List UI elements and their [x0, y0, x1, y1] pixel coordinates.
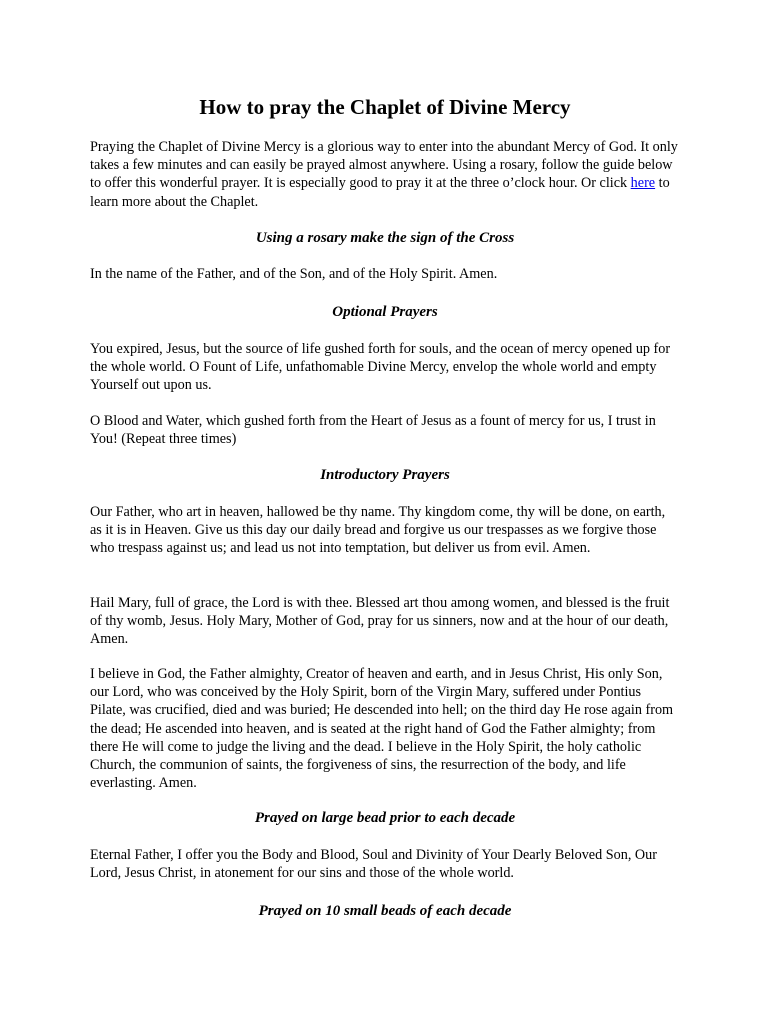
heading-small-beads: Prayed on 10 small beads of each decade	[258, 903, 512, 919]
our-father-prayer: Our Father, who art in heaven, hallowed be thy name. Thy kingdom come, thy will be done, on earth, as it is in Heaven. Give us this day our daily bread and forgive us our trespasses as we forgive those who trespass against us; and lead us not into temptation, but deliver us from evil. Amen.	[90, 504, 666, 557]
intro-text-end: to learn more about the Chaplet.	[90, 175, 670, 210]
optional-prayer-1: You expired, Jesus, but the source of life gushed forth for souls, and the ocean of mercy opened up for the whole world. O Fount of Life, unfathomable Divine Mercy, envelop the whole world and empty Yourself out upon us.	[90, 341, 671, 394]
intro-text: Praying the Chaplet of Divine Mercy is a glorious way to enter into the abundant Mercy of God. It only takes a few minutes and can easily be prayed almost anywhere. Using a rosary, follow the guide below to offer this wonderful prayer. It is especially good to pray it at the three o’clock hour. Or click	[90, 139, 678, 192]
eternal-father-prayer: Eternal Father, I offer you the Body and Blood, Soul and Divinity of Your Dearly Beloved Son, Our Lord, Jesus Christ, in atonement for our sins and those of the whole world.	[90, 847, 657, 882]
intro-paragraph	[90, 138, 680, 211]
page-title: How to pray the Chaplet of Divine Mercy	[199, 95, 571, 119]
heading-introductory-prayers: Introductory Prayers	[320, 467, 450, 483]
apostles-creed-prayer: I believe in God, the Father almighty, Creator of heaven and earth, and in Jesus Christ, His only Son, our Lord, who was conceived by the Holy Spirit, born of the Virgin Mary, suffered under Pontius Pilate, was crucified, died and was buried; He descended into hell; on the third day He rose again from the dead; He ascended into heaven, and is seated at the right hand of God the Father almighty; from there He will come to judge the living and the dead. I believe in the Holy Spirit, the holy catholic Church, the communion of saints, the forgiveness of sins, the resurrection of the body, and life everlasting. Amen.	[90, 666, 674, 792]
optional-prayer-2: O Blood and Water, which gushed forth from the Heart of Jesus as a fount of mercy for us, I trust in You! (Repeat three times)	[90, 413, 656, 448]
heading-large-bead: Prayed on large bead prior to each decade	[254, 810, 516, 826]
learn-more-link[interactable]: here	[630, 175, 656, 192]
sign-of-cross-prayer: In the name of the Father, and of the Son, and of the Holy Spirit. Amen.	[90, 266, 498, 282]
hail-mary-prayer: Hail Mary, full of grace, the Lord is with thee. Blessed art thou among women, and blessed is the fruit of thy womb, Jesus. Holy Mary, Mother of God, pray for us sinners, now and at the hour of our death, Amen.	[90, 595, 670, 648]
heading-sign-of-cross: Using a rosary make the sign of the Cross	[255, 230, 515, 246]
heading-optional-prayers: Optional Prayers	[332, 304, 438, 320]
